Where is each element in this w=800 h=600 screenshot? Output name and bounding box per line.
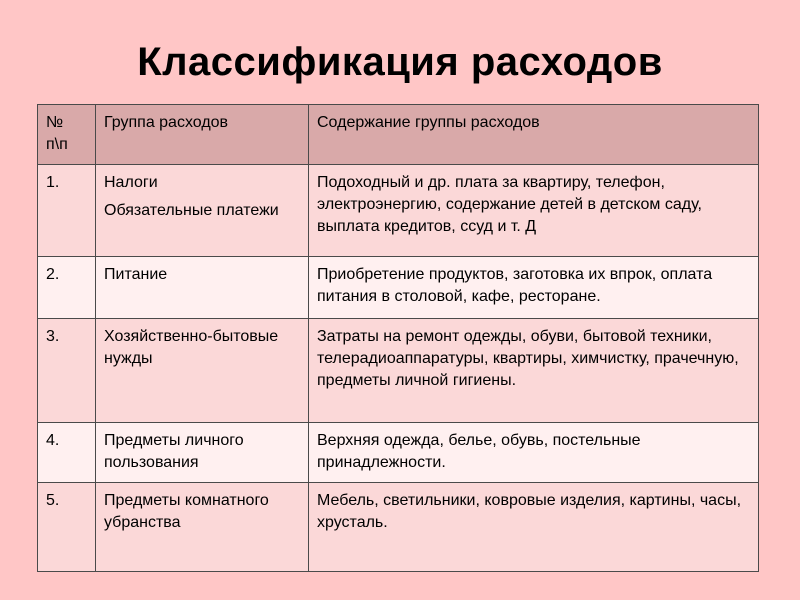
row-content: Приобретение продуктов, заготовка их впрок, оплата питания в столовой, кафе, ресторане.	[309, 257, 759, 319]
page-title: Классификация расходов	[137, 40, 663, 84]
row-content: Затраты на ремонт одежды, обуви, бытовой техники, телерадиоаппаратуры, квартиры, химчистку, прачечную, предметы личной гигиены.	[309, 319, 759, 423]
row-content: Мебель, светильники, ковровые изделия, картины, часы, хрусталь.	[309, 483, 759, 572]
group-line: Налоги	[104, 174, 158, 191]
table-row	[38, 423, 759, 483]
table-header-row	[38, 105, 759, 165]
row-number: 3.	[38, 319, 96, 423]
header-cell-content: Содержание группы расходов	[309, 105, 759, 165]
row-number: 1.	[38, 165, 96, 257]
expenses-table	[37, 104, 759, 572]
header-number-line2: п\п	[46, 136, 68, 153]
row-number: 2.	[38, 257, 96, 319]
group-line: Хозяйственно-бытовые нужды	[104, 328, 279, 367]
table-row	[38, 257, 759, 319]
group-line: Питание	[104, 266, 168, 283]
header-cell-number	[38, 105, 96, 165]
header-number-line1: №	[46, 114, 64, 131]
row-number: 4.	[38, 423, 96, 483]
row-content: Подоходный и др. плата за квартиру, телефон, электроэнергию, содержание детей в детском саду, выплата кредитов, ссуд и т. Д	[309, 165, 759, 257]
table-row	[38, 319, 759, 423]
row-group	[96, 165, 309, 257]
row-group	[96, 483, 309, 572]
table-row	[38, 483, 759, 572]
row-content: Верхняя одежда, белье, обувь, постельные принадлежности.	[309, 423, 759, 483]
row-group	[96, 257, 309, 319]
group-line: Обязательные платежи	[104, 202, 279, 219]
table-row	[38, 165, 759, 257]
row-group	[96, 423, 309, 483]
row-group	[96, 319, 309, 423]
row-number: 5.	[38, 483, 96, 572]
group-line: Предметы комнатного убранства	[104, 492, 269, 531]
group-line: Предметы личного пользования	[104, 432, 244, 471]
header-cell-group: Группа расходов	[96, 105, 309, 165]
